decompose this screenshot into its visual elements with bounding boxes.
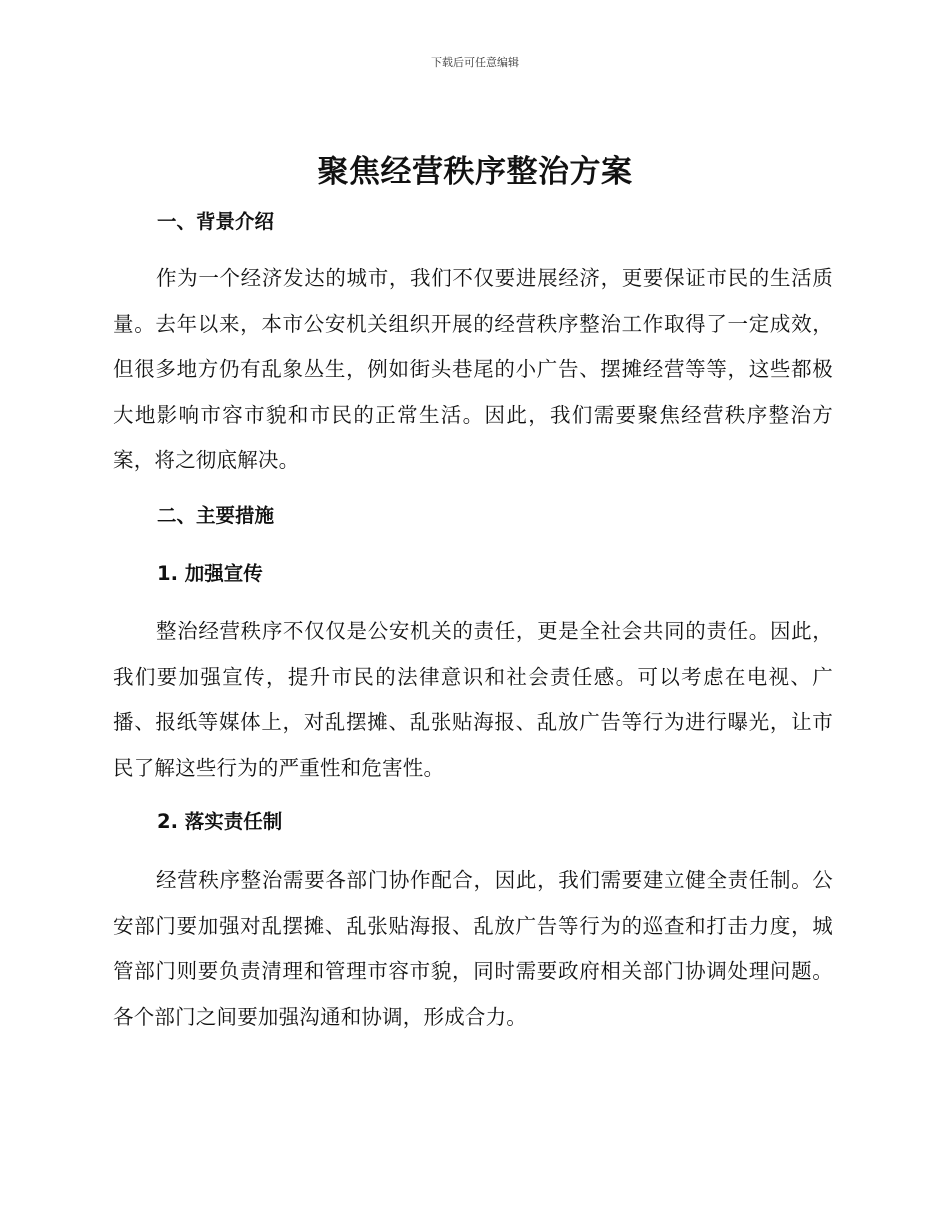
document-title: 聚焦经营秩序整治方案	[317, 154, 633, 190]
page-header-note: 下载后可任意编辑	[431, 56, 519, 69]
section-heading-background: 一、背景介绍	[157, 210, 275, 233]
section-heading-measures: 二、主要措施	[157, 504, 275, 527]
paragraph-responsibility: 经营秩序整治需要各部门协作配合，因此，我们需要建立健全责任制。公安部门要加强对乱摆摊、乱张贴海报、乱放广告等行为的巡查和打击力度，城管部门则要负责清理和管理市容市貌，同时需要政府相关部门协调处理问题。各个部门之间要加强沟通和协调，形成合力。	[113, 868, 833, 1029]
subsection-heading-responsibility: 2. 落实责任制	[157, 810, 283, 833]
paragraph-background: 作为一个经济发达的城市，我们不仅要进展经济，更要保证市民的生活质量。去年以来，本市公安机关组织开展的经营秩序整治工作取得了一定成效，但很多地方仍有乱象丛生，例如街头巷尾的小广告、摆摊经营等等，这些都极大地影响市容市貌和市民的正常生活。因此，我们需要聚焦经营秩序整治方案，将之彻底解决。	[113, 266, 833, 472]
subsection-heading-publicity: 1. 加强宣传	[157, 562, 263, 585]
paragraph-publicity: 整治经营秩序不仅仅是公安机关的责任，更是全社会共同的责任。因此，我们要加强宣传，提升市民的法律意识和社会责任感。可以考虑在电视、广播、报纸等媒体上，对乱摆摊、乱张贴海报、乱放广告等行为进行曝光，让市民了解这些行为的严重性和危害性。	[113, 619, 833, 780]
